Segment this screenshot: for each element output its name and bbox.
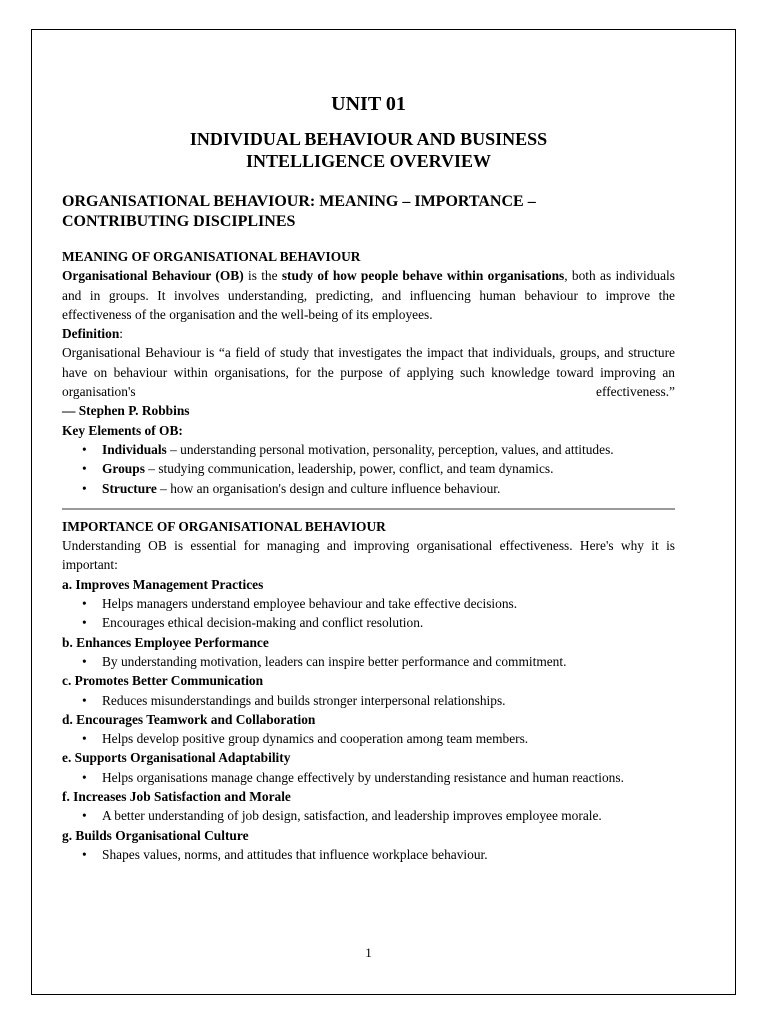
- bullet-icon: •: [82, 731, 87, 747]
- list-item-text: Helps organisations manage change effectively by understanding resistance and human reactions.: [102, 769, 624, 785]
- list-item-term: Structure: [102, 480, 157, 496]
- page-number: 1: [365, 945, 372, 960]
- list-item-text: Helps managers understand employee behaviour and take effective decisions.: [102, 596, 518, 612]
- importance-bullets: [62, 691, 675, 710]
- importance-item-title: c. Promotes Better Communication: [62, 673, 264, 689]
- importance-heading: IMPORTANCE OF ORGANISATIONAL BEHAVIOUR: [62, 518, 386, 534]
- list-item-text: – understanding personal motivation, personality, perception, values, and attitudes.: [166, 441, 614, 457]
- bullet-icon: •: [82, 615, 87, 631]
- section-title: [62, 192, 675, 232]
- page-title-line-1: INDIVIDUAL BEHAVIOUR AND BUSINESS: [189, 129, 548, 149]
- list-item-text: Reduces misunderstandings and builds stronger interpersonal relationships.: [102, 692, 506, 708]
- meaning-text-connector: is the: [243, 268, 282, 284]
- importance-intro: Understanding OB is essential for managing and improving organisational effectiveness. Here's why it is important:: [62, 538, 675, 573]
- bullet-icon: •: [82, 653, 87, 669]
- list-item: [62, 652, 675, 671]
- definition-author: — Stephen P. Robbins: [62, 403, 190, 419]
- bullet-icon: •: [82, 692, 87, 708]
- list-item: [62, 845, 675, 864]
- definition-label: Definition: [62, 326, 120, 342]
- meaning-paragraph: [62, 266, 675, 324]
- list-item-text: – studying communication, leadership, power, conflict, and team dynamics.: [144, 461, 554, 477]
- list-item: [62, 806, 675, 825]
- ob-term: Organisational Behaviour (OB): [62, 268, 244, 284]
- meaning-heading: MEANING OF ORGANISATIONAL BEHAVIOUR: [62, 249, 361, 264]
- list-item: [62, 440, 675, 459]
- section-divider: [62, 508, 675, 510]
- section-title-line-1: ORGANISATIONAL BEHAVIOUR: MEANING – IMPORTANCE –: [62, 193, 536, 210]
- importance-item-title: f. Increases Job Satisfaction and Morale: [62, 789, 291, 805]
- unit-label: UNIT 01: [331, 93, 406, 115]
- page-title-line-2: INTELLIGENCE OVERVIEW: [246, 151, 491, 171]
- importance-item-title: e. Supports Organisational Adaptability: [62, 750, 291, 766]
- meaning-text-rest: , both as individuals and in groups. It involves understanding, predicting, and influencing human behaviour to improve the effectiveness of the organisation and the well-being of its employees.: [62, 268, 675, 322]
- importance-item-title: b. Enhances Employee Performance: [62, 634, 269, 650]
- definition-colon: :: [119, 326, 124, 342]
- list-item: [62, 768, 675, 787]
- list-item-text: Shapes values, norms, and attitudes that influence workplace behaviour.: [102, 846, 488, 862]
- list-item: [62, 459, 675, 478]
- list-item: [62, 691, 675, 710]
- bullet-icon: •: [82, 846, 87, 862]
- page-title: [62, 128, 675, 172]
- bullet-icon: •: [82, 596, 87, 612]
- importance-bullets: [62, 594, 675, 633]
- key-elements-list: [62, 440, 675, 498]
- definition-quote: Organisational Behaviour is “a field of study that investigates the impact that individuals, groups, and structure have on behaviour within organisations, for the purpose of applying such knowledge toward improving an organisation's effectiveness.”: [62, 345, 675, 400]
- importance-item-title: a. Improves Management Practices: [62, 576, 264, 592]
- importance-item-title: g. Builds Organisational Culture: [62, 827, 249, 843]
- importance-bullets: [62, 729, 675, 748]
- importance-bullets: [62, 652, 675, 671]
- list-item: [62, 729, 675, 748]
- bullet-icon: •: [82, 808, 87, 824]
- ob-emphasis: study of how people behave within organisations: [281, 268, 565, 284]
- list-item-text: By understanding motivation, leaders can inspire better performance and commitment.: [102, 653, 567, 669]
- importance-bullets: [62, 806, 675, 825]
- list-item-text: A better understanding of job design, satisfaction, and leadership improves employee morale.: [102, 808, 602, 824]
- list-item: [62, 594, 675, 613]
- body-text: [62, 247, 675, 864]
- list-item-term: Individuals: [102, 441, 167, 457]
- list-item-text: Helps develop positive group dynamics and cooperation among team members.: [102, 731, 529, 747]
- importance-bullets: [62, 768, 675, 787]
- bullet-icon: •: [82, 441, 87, 457]
- bullet-icon: •: [82, 769, 87, 785]
- definition-label-line: [62, 324, 675, 343]
- list-item: [62, 479, 675, 498]
- importance-item-title: d. Encourages Teamwork and Collaboration: [62, 711, 316, 727]
- importance-bullets: [62, 845, 675, 864]
- list-item-text: Encourages ethical decision-making and conflict resolution.: [102, 615, 424, 631]
- list-item-text: – how an organisation's design and culture influence behaviour.: [156, 480, 501, 496]
- list-item-term: Groups: [102, 461, 145, 477]
- list-item: [62, 613, 675, 632]
- section-title-line-2: CONTRIBUTING DISCIPLINES: [62, 213, 296, 230]
- bullet-icon: •: [82, 480, 87, 496]
- key-elements-heading: Key Elements of OB:: [62, 422, 183, 438]
- bullet-icon: •: [82, 461, 87, 477]
